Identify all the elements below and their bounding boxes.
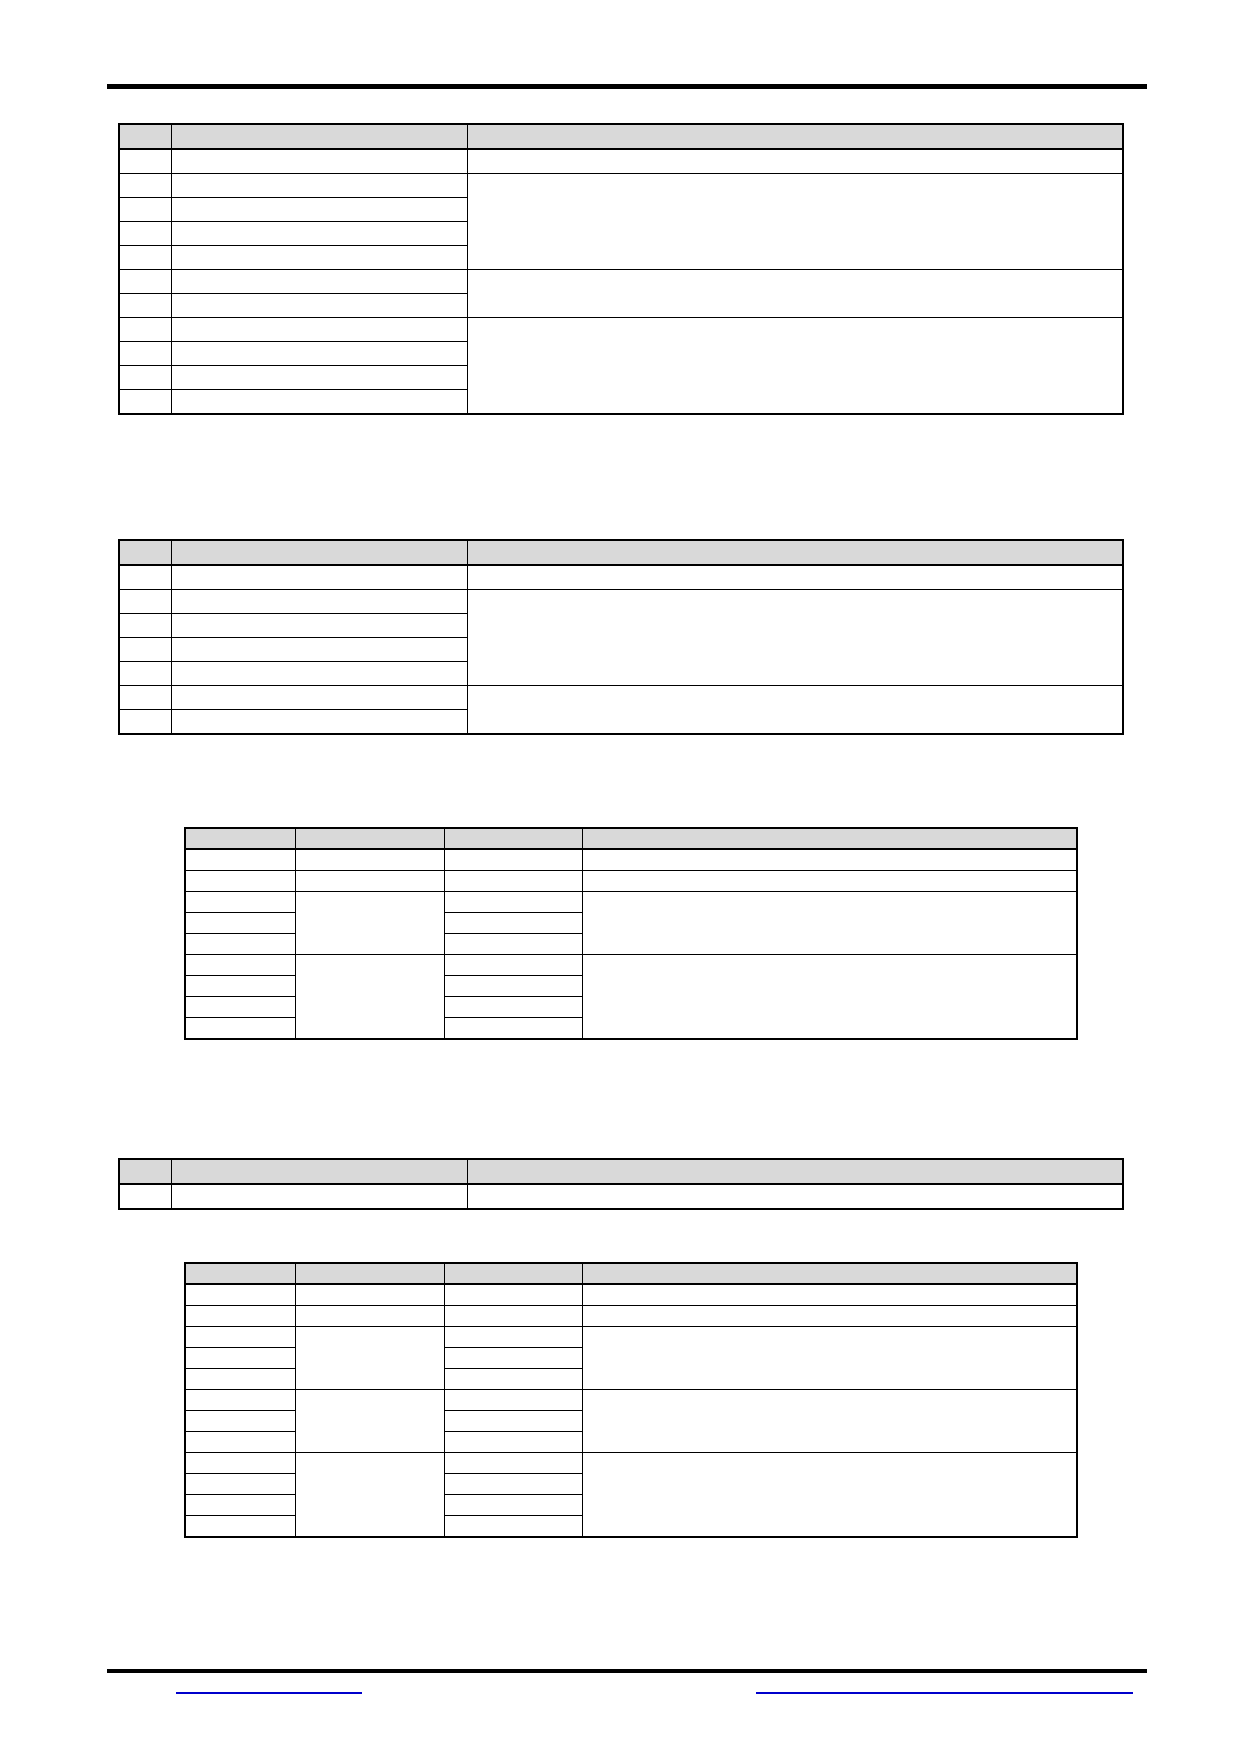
header-cell (444, 828, 582, 849)
merged-cell (467, 686, 1123, 735)
table-cell (185, 997, 295, 1018)
table-cell (171, 662, 467, 686)
merged-cell (295, 1327, 444, 1390)
table-row (119, 270, 1123, 294)
table-row (185, 1453, 1077, 1474)
table-cell (444, 1516, 582, 1538)
table-row (185, 892, 1077, 913)
table-cell (171, 270, 467, 294)
header-cell (171, 124, 467, 149)
table-row (185, 1327, 1077, 1348)
table-cell (119, 198, 171, 222)
table-cell (444, 1390, 582, 1411)
merged-cell (582, 1390, 1077, 1453)
table-cell (185, 1306, 295, 1327)
merged-cell (467, 174, 1123, 270)
table-cell (444, 955, 582, 976)
table-cell (444, 1348, 582, 1369)
table-cell (444, 1453, 582, 1474)
table-4 (118, 1158, 1124, 1210)
table-cell (171, 149, 467, 174)
table-cell (171, 174, 467, 198)
table-row (119, 686, 1123, 710)
table-cell (171, 565, 467, 590)
table-cell (185, 849, 295, 871)
table-cell (185, 1516, 295, 1538)
table-cell (171, 710, 467, 735)
table-row (185, 1390, 1077, 1411)
table-cell (119, 614, 171, 638)
table-cell (185, 1369, 295, 1390)
header-cell (119, 1159, 171, 1184)
table-cell (185, 871, 295, 892)
table-cell (185, 976, 295, 997)
table-cell (467, 565, 1123, 590)
table-cell (444, 849, 582, 871)
table-cell (119, 686, 171, 710)
merged-cell (582, 1327, 1077, 1390)
header-cell (171, 1159, 467, 1184)
merged-cell (582, 1453, 1077, 1538)
table-cell (119, 662, 171, 686)
table-cell (467, 1184, 1123, 1209)
table-cell (171, 294, 467, 318)
table-cell (185, 934, 295, 955)
table-cell (185, 1284, 295, 1306)
table-cell (119, 1184, 171, 1209)
table-1 (118, 123, 1124, 415)
table-cell (119, 390, 171, 415)
table-cell (119, 222, 171, 246)
table-cell (444, 913, 582, 934)
table-cell (444, 1369, 582, 1390)
merged-cell (295, 892, 444, 955)
merged-cell (467, 590, 1123, 686)
table-cell (582, 871, 1077, 892)
header-cell (119, 124, 171, 149)
table-cell (119, 565, 171, 590)
table-cell (171, 198, 467, 222)
header-cell (185, 828, 295, 849)
merged-cell (582, 892, 1077, 955)
table-cell (185, 1327, 295, 1348)
table-cell (444, 1411, 582, 1432)
table-cell (467, 149, 1123, 174)
table-header-row (119, 540, 1123, 565)
header-cell (467, 124, 1123, 149)
table-5 (184, 1262, 1078, 1538)
table-cell (444, 1495, 582, 1516)
table-cell (185, 892, 295, 913)
table-2 (118, 539, 1124, 735)
header-cell (295, 1263, 444, 1284)
table-cell (119, 638, 171, 662)
table-cell (444, 1432, 582, 1453)
table-cell (444, 1306, 582, 1327)
table-header-row (185, 828, 1077, 849)
table-cell (119, 318, 171, 342)
table-cell (185, 1432, 295, 1453)
table-cell (171, 222, 467, 246)
table-cell (444, 892, 582, 913)
header-cell (171, 540, 467, 565)
merged-cell (467, 270, 1123, 318)
merged-cell (467, 318, 1123, 415)
table-cell (444, 1474, 582, 1495)
table-header-row (119, 124, 1123, 149)
table-cell (444, 1327, 582, 1348)
table-cell (185, 1411, 295, 1432)
table-cell (119, 270, 171, 294)
table-cell (171, 342, 467, 366)
table-cell (295, 1284, 444, 1306)
table-cell (185, 913, 295, 934)
table-cell (582, 1284, 1077, 1306)
merged-cell (295, 955, 444, 1040)
table-cell (119, 294, 171, 318)
table-cell (171, 318, 467, 342)
table-cell (444, 1284, 582, 1306)
table-cell (185, 955, 295, 976)
footer-rule (107, 1669, 1147, 1673)
table-cell (119, 246, 171, 270)
table-cell (295, 849, 444, 871)
table-cell (119, 366, 171, 390)
table-cell (582, 1306, 1077, 1327)
table-cell (444, 1018, 582, 1040)
table-cell (119, 590, 171, 614)
table-cell (171, 366, 467, 390)
header-cell (295, 828, 444, 849)
table-row (185, 1284, 1077, 1306)
merged-cell (582, 955, 1077, 1040)
table-row (119, 149, 1123, 174)
header-cell (467, 540, 1123, 565)
table-cell (171, 686, 467, 710)
table-cell (171, 1184, 467, 1209)
table-row (119, 174, 1123, 198)
header-rule (107, 84, 1147, 89)
table-row (119, 1184, 1123, 1209)
header-cell (444, 1263, 582, 1284)
table-cell (444, 934, 582, 955)
table-3 (184, 827, 1078, 1040)
table-cell (444, 997, 582, 1018)
table-cell (119, 710, 171, 735)
table-cell (295, 1306, 444, 1327)
table-cell (185, 1348, 295, 1369)
table-row (185, 1306, 1077, 1327)
table-cell (185, 1018, 295, 1040)
table-row (119, 590, 1123, 614)
table-cell (119, 149, 171, 174)
table-row (185, 955, 1077, 976)
merged-cell (295, 1390, 444, 1453)
table-cell (171, 246, 467, 270)
table-row (185, 871, 1077, 892)
table-cell (185, 1390, 295, 1411)
table-header-row (185, 1263, 1077, 1284)
table-cell (185, 1474, 295, 1495)
table-cell (185, 1453, 295, 1474)
header-cell (582, 828, 1077, 849)
header-cell (119, 540, 171, 565)
table-cell (171, 390, 467, 415)
table-cell (444, 871, 582, 892)
table-row (119, 318, 1123, 342)
table-cell (119, 342, 171, 366)
table-cell (444, 976, 582, 997)
table-cell (171, 590, 467, 614)
merged-cell (295, 1453, 444, 1538)
table-cell (171, 638, 467, 662)
table-header-row (119, 1159, 1123, 1184)
footer-left-link[interactable] (176, 1692, 362, 1694)
table-row (119, 565, 1123, 590)
table-cell (119, 174, 171, 198)
table-cell (295, 871, 444, 892)
footer-right-link[interactable] (756, 1692, 1133, 1694)
header-cell (582, 1263, 1077, 1284)
table-cell (582, 849, 1077, 871)
header-cell (467, 1159, 1123, 1184)
header-cell (185, 1263, 295, 1284)
table-cell (171, 614, 467, 638)
table-row (185, 849, 1077, 871)
table-cell (185, 1495, 295, 1516)
